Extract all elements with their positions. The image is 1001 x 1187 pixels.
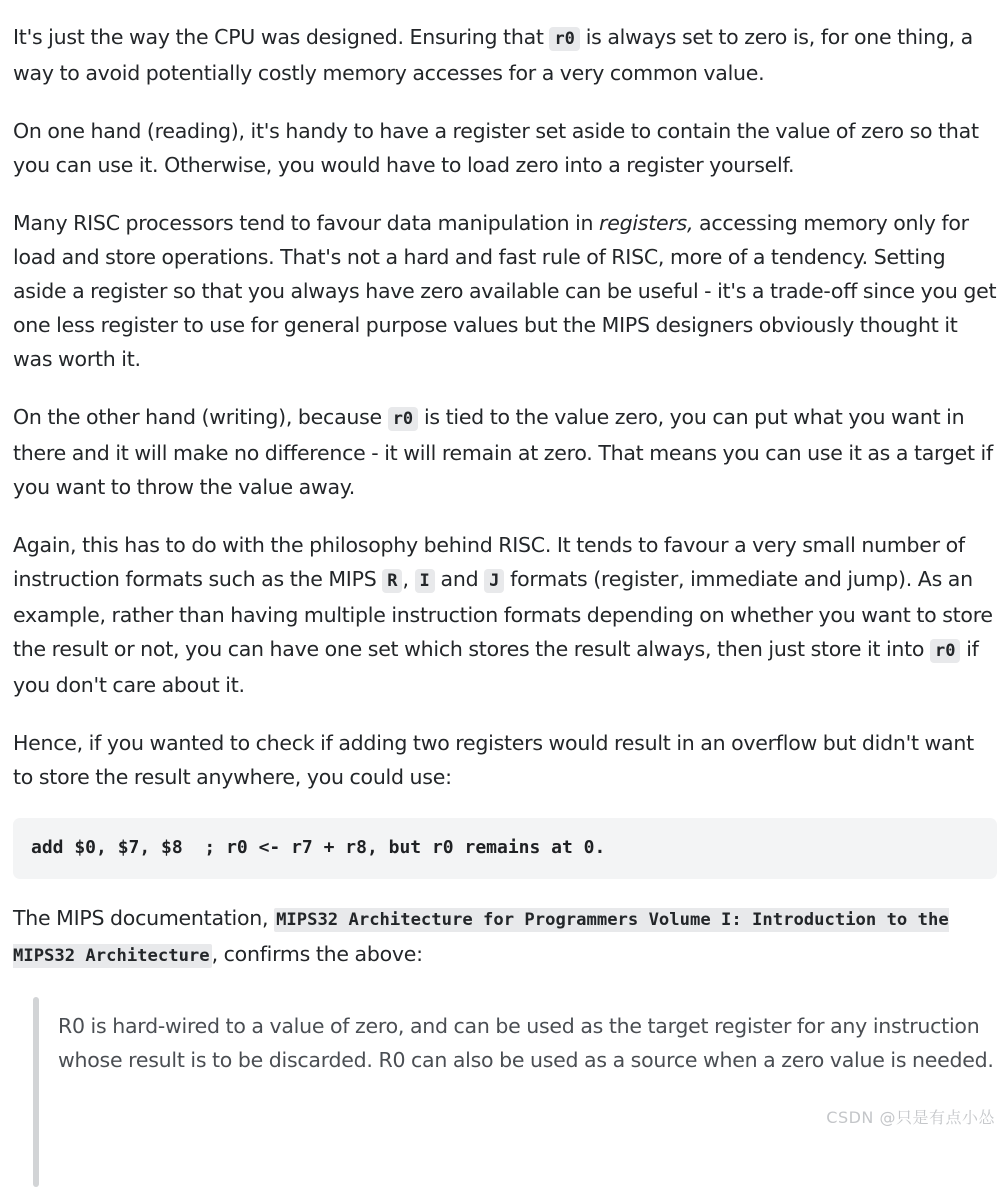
text: , xyxy=(402,567,415,591)
text: Again, this has to do with the philosophy behind RISC. It tends to favour a very small number of instruction formats such as the MIPS xyxy=(13,533,965,591)
inline-code-r0: r0 xyxy=(930,639,960,663)
watermark: CSDN @只是有点小怂 xyxy=(826,1108,995,1127)
text: On the other hand (writing), because xyxy=(13,405,388,429)
text: and xyxy=(434,567,485,591)
text: , confirms the above: xyxy=(211,942,423,966)
text: accessing memory only for load and store operations. That's not a hard and fast rule of RISC, more of a tendency. Setting aside a register so that you always have zero available can be useful - it's a trade-off since you get one less register to use for general purpose values but the MIPS designers obviously thought it was worth it. xyxy=(13,211,997,371)
code-block: add $0, $7, $8 ; r0 <- r7 + r8, but r0 remains at 0. xyxy=(13,818,997,879)
inline-code-r0: r0 xyxy=(388,407,418,431)
paragraph-5 xyxy=(13,528,997,702)
answer-body xyxy=(13,20,997,1087)
inline-code-R: R xyxy=(382,569,402,593)
blockquote-bar xyxy=(33,997,39,1187)
paragraph-2 xyxy=(13,114,997,182)
emphasis-registers: registers, xyxy=(599,211,694,235)
paragraph-6 xyxy=(13,726,997,794)
text: The MIPS documentation, xyxy=(13,906,275,930)
text: is always set to zero is, for one thing, a way to avoid potentially costly memory accesses for a very common value. xyxy=(13,25,973,85)
text: if you don't care about it. xyxy=(13,637,979,697)
paragraph-7 xyxy=(13,901,997,973)
text: formats (register, immediate and jump). As an example, rather than having multiple instruction formats depending on whether you want to store the result or not, you can have one set which stores the result always, then just store it into xyxy=(13,567,993,661)
text: On one hand (reading), it's handy to have a register set aside to contain the value of zero so that you can use it. Otherwise, you would have to load zero into a register yourself. xyxy=(13,119,979,177)
blockquote xyxy=(13,997,997,1087)
text: is tied to the value zero, you can put what you want in there and it will make no difference - it will remain at zero. That means you can use it as a target if you want to throw the value away. xyxy=(13,405,993,499)
quote-text: R0 is hard-wired to a value of zero, and can be used as the target register for any instruction whose result is to be discarded. R0 can also be used as a source when a zero value is needed. xyxy=(58,1014,994,1072)
text: It's just the way the CPU was designed. Ensuring that xyxy=(13,25,550,49)
paragraph-3 xyxy=(13,206,997,376)
inline-code-doc-title: MIPS32 Architecture for Programmers Volume I: Introduction to the MIPS32 Architecture xyxy=(13,910,949,966)
inline-code-I: I xyxy=(415,569,435,593)
paragraph-1 xyxy=(13,20,997,90)
inline-code-r0: r0 xyxy=(549,27,579,51)
text: Many RISC processors tend to favour data manipulation in xyxy=(13,211,600,235)
text: Hence, if you wanted to check if adding two registers would result in an overflow but didn't want to store the result anywhere, you could use: xyxy=(13,731,974,789)
inline-code-J: J xyxy=(484,569,504,593)
paragraph-4 xyxy=(13,400,997,504)
